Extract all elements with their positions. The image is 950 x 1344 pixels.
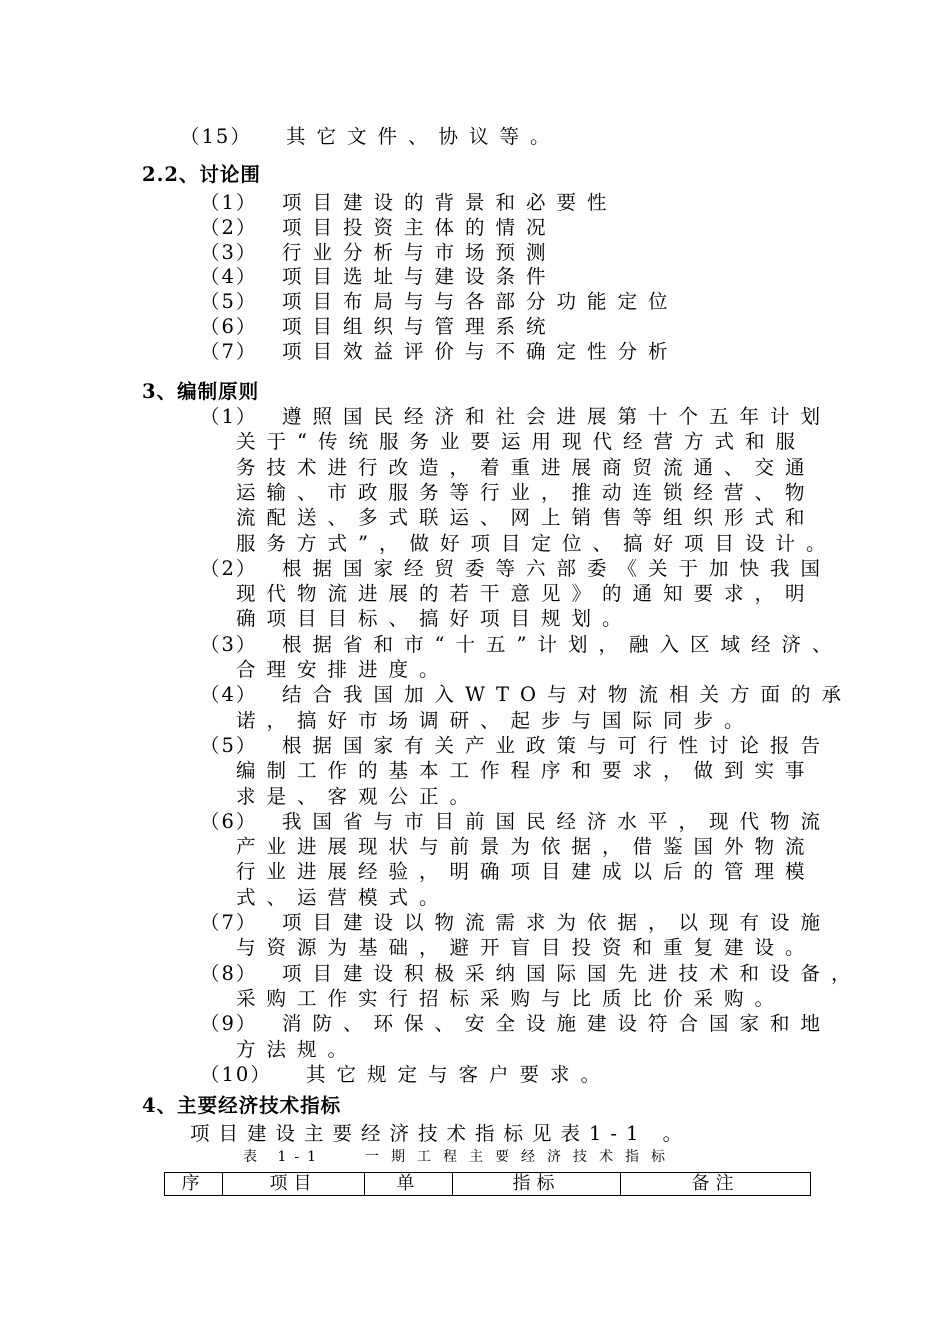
table-header-row — [165, 1173, 811, 1196]
item-number: （10） — [200, 1062, 272, 1086]
item-text: 合理安排进度。 — [236, 658, 450, 681]
section-heading: 2.2、讨论围 — [142, 163, 261, 186]
list-item — [200, 1063, 611, 1087]
list-item — [200, 265, 557, 289]
list-item — [200, 557, 831, 581]
list-item-continuation — [236, 987, 785, 1011]
list-item — [200, 633, 842, 657]
item-text: 现代物流进展的若干意见》的通知要求，明 — [236, 582, 816, 606]
item-number: （2） — [200, 215, 258, 239]
list-item-continuation — [236, 481, 816, 505]
list-item-continuation — [236, 1038, 358, 1062]
list-item — [200, 315, 557, 339]
list-item — [200, 340, 679, 364]
list-item-continuation — [236, 936, 816, 960]
list-item-continuation — [236, 506, 816, 530]
item-text: 项目建设以物流需求为依据，以现有设施 — [282, 911, 832, 934]
section-heading: 4、主要经济技术指标 — [142, 1094, 342, 1117]
section-heading: 3、编制原则 — [142, 380, 260, 403]
list-item-continuation — [236, 456, 816, 480]
item-text: 项目布局与与各部分功能定位 — [282, 290, 679, 314]
list-item-continuation — [236, 860, 816, 884]
list-item-continuation — [236, 430, 806, 454]
item-text: 采购工作实行招标采购与比质比价采购。 — [236, 986, 786, 1010]
item-number: （1） — [200, 405, 258, 428]
item-number: （3） — [200, 632, 258, 656]
item-text: 遵照国民经济和社会进展第十个五年计划 — [282, 405, 832, 428]
col-header-unit: 单 — [365, 1173, 453, 1196]
item-text: 产业进展现状与前景为依据，借鉴国外物流 — [236, 835, 816, 859]
item-number: （4） — [200, 683, 258, 707]
item-number: （2） — [200, 556, 258, 580]
item-text: 其它文件、协议等。 — [286, 125, 561, 148]
list-item — [200, 734, 831, 758]
item-text: 项目效益评价与不确定性分析 — [282, 339, 679, 363]
item-text: 式、运营模式。 — [236, 885, 450, 909]
item-text: 项目投资主体的情况 — [282, 215, 557, 239]
table-title: 一期工程主要经济技术指标 — [365, 1149, 677, 1165]
col-header-item: 项目 — [223, 1173, 365, 1196]
item-text: 项目建设的背景和必要性 — [282, 191, 618, 214]
item-text: 项目组织与管理系统 — [282, 315, 557, 338]
item-number: （9） — [200, 1012, 258, 1036]
item-text: 运输、市政服务等行业，推动连锁经营、物 — [236, 480, 816, 504]
list-item-continuation — [236, 532, 836, 556]
item-text: 行业进展经验，明确项目建成以后的管理模 — [236, 860, 816, 884]
list-item — [200, 216, 557, 240]
col-header-value: 指标 — [453, 1173, 621, 1196]
col-header-remark: 备注 — [621, 1173, 811, 1196]
item-text: 消防、环保、安全设施建设符合国家和地 — [282, 1012, 832, 1036]
item-text: 项目建设积极采纳国际国先进技术和设备， — [282, 961, 862, 985]
list-item-continuation — [236, 759, 816, 783]
list-item — [200, 290, 679, 314]
item-text: 与资源为基础，避开盲目投资和重复建设。 — [236, 936, 816, 960]
item-number: （8） — [200, 961, 258, 985]
item-text: 我国省与市目前国民经济水平，现代物流 — [282, 809, 832, 833]
item-number: （4） — [200, 265, 258, 289]
item-text: 务技术进行改造，着重进展商贸流通、交通 — [236, 455, 816, 479]
item-text: 根据国家经贸委等六部委《关于加快我国 — [282, 556, 832, 580]
table-label: 表 1-1 — [243, 1149, 324, 1165]
list-item — [200, 241, 557, 265]
item-text: 流配送、多式联运、网上销售等组织形式和 — [236, 506, 816, 530]
list-item-continuation — [236, 835, 816, 859]
item-text: 项目选址与建设条件 — [282, 265, 557, 289]
list-item — [200, 911, 831, 935]
item-text: 根据国家有关产业政策与可行性讨论报告 — [282, 733, 832, 757]
indicator-table — [164, 1172, 811, 1196]
item-number: （6） — [200, 809, 258, 833]
list-item-continuation — [236, 607, 633, 631]
item-text: 关于“传统服务业要运用现代经营方式和服 — [236, 430, 806, 454]
item-text: 行业分析与市场预测 — [282, 240, 557, 264]
item-text: 确项目目标、搞好项目规划。 — [236, 607, 633, 631]
item-number: （5） — [200, 733, 258, 757]
item-number: （7） — [200, 339, 258, 363]
list-item — [200, 683, 852, 707]
item-number: （1） — [200, 191, 258, 214]
item-text: 其它规定与客户要求。 — [306, 1062, 612, 1086]
item-number: （3） — [200, 240, 258, 264]
list-item — [200, 962, 862, 986]
list-item — [200, 191, 618, 215]
list-item — [200, 405, 831, 429]
item-text: 方法规。 — [236, 1037, 359, 1061]
item-text: 求是、客观公正。 — [236, 784, 481, 808]
col-header-seq: 序 — [165, 1173, 223, 1196]
table-intro: 项目建设主要经济技术指标见表1-1 。 — [190, 1122, 692, 1145]
list-item — [200, 1012, 831, 1036]
item-text: 结合我国加入WTO与对物流相关方面的承 — [282, 683, 853, 707]
list-item-continuation — [236, 658, 450, 682]
item-text: 根据省和市“十五”计划，融入区域经济、 — [282, 632, 843, 656]
list-item-continuation — [236, 886, 450, 910]
list-item-continuation — [236, 709, 755, 733]
item-number: （6） — [200, 315, 258, 338]
item-number: （7） — [200, 911, 258, 934]
item-text: 编制工作的基本工作程序和要求，做到实事 — [236, 759, 816, 783]
list-item-continuation — [236, 582, 816, 606]
list-item — [200, 810, 831, 834]
item-number: （5） — [200, 290, 258, 314]
item-text: 诺，搞好市场调研、起步与国际同步。 — [236, 708, 755, 732]
item-text: 服务方式”，做好项目定位、搞好项目设计。 — [236, 531, 837, 555]
item-number: （15） — [180, 125, 252, 148]
list-item — [180, 125, 561, 149]
list-item-continuation — [236, 785, 480, 809]
